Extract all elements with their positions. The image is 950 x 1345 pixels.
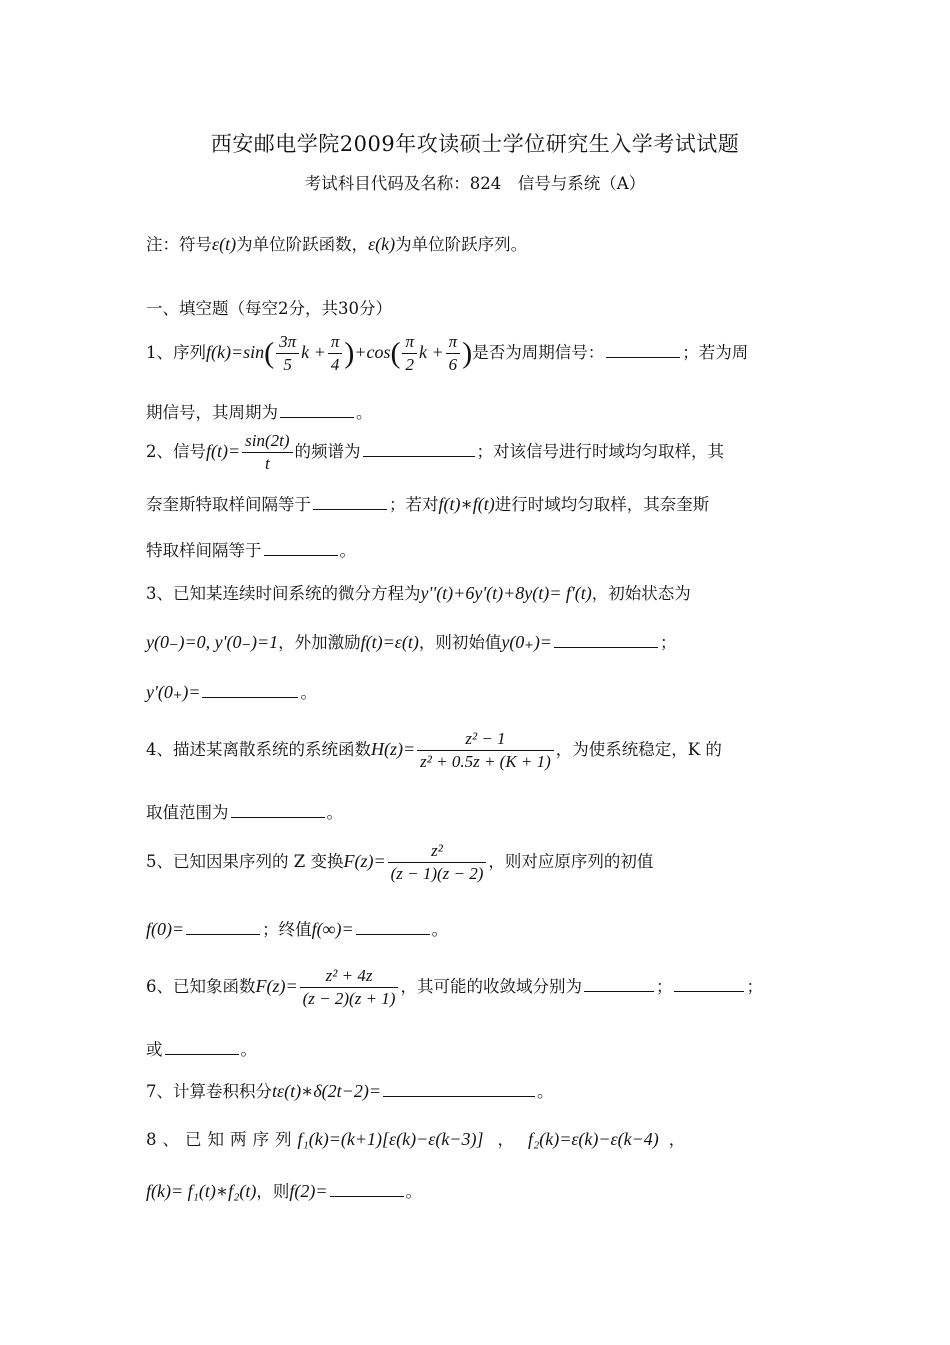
q5-frac: $\frac{\text{z²}}{(z - 1)(z - 2)}$ bbox=[388, 840, 487, 885]
q2-text1: 的频谱为 bbox=[294, 442, 361, 461]
q8-expr2: f₂(k)=ε(k)−ε(k−4) bbox=[527, 1129, 659, 1149]
q7-end: 。 bbox=[536, 1082, 554, 1101]
q4-line2-text: 取值范围为 bbox=[146, 803, 229, 822]
note-symbol-seq: ε(k) bbox=[368, 234, 396, 254]
q5-line2-expr1: f(0)= bbox=[146, 919, 185, 939]
q6-answer-blank-3[interactable] bbox=[165, 1040, 239, 1055]
q2-answer-blank-3[interactable] bbox=[264, 541, 338, 556]
q3-line2-expr2: f(t)=ε(t) bbox=[360, 632, 419, 652]
q3-prefix: 3、已知某连续时间系统的微分方程为 bbox=[146, 584, 421, 603]
q5-prefix: 5、已知因果序列的 Z 变换 bbox=[146, 852, 344, 871]
question-5-line-2 bbox=[146, 916, 448, 940]
q2-line2-text2: ；若对 bbox=[389, 495, 439, 514]
q5-answer-blank-2[interactable] bbox=[356, 920, 430, 935]
q4-frac: $\frac{\text{z² − 1}}{\text{z² + 0.5z + (K + 1)}}$ bbox=[417, 728, 554, 773]
q5-line2-expr2: f(∞)= bbox=[311, 919, 354, 939]
q5-line2-text: ；终值 bbox=[262, 920, 312, 939]
q2-line3-end: 。 bbox=[339, 541, 356, 560]
q3-line2-expr1: y(0₋)=0, y'(0₋)=1 bbox=[146, 632, 279, 652]
q8-sep: ， bbox=[497, 1130, 514, 1149]
q1-k2: k + bbox=[419, 342, 444, 362]
q4-prefix: 4、描述某离散系统的系统函数 bbox=[146, 740, 371, 759]
q3-line3-end: 。 bbox=[300, 683, 317, 702]
q2-func: f(t)= bbox=[206, 441, 241, 461]
q1-paren-close: ) bbox=[344, 336, 355, 370]
note-suffix: 为单位阶跃序列。 bbox=[395, 235, 528, 254]
q2-line2-expr: f(t)∗f(t) bbox=[438, 494, 495, 514]
q3-answer-blank-2[interactable] bbox=[202, 683, 298, 698]
q6-func: F(z)= bbox=[255, 976, 298, 996]
q3-line2-end: ； bbox=[659, 633, 677, 652]
q3-line3-expr: y'(0₊)= bbox=[146, 682, 201, 702]
exam-title: 西安邮电学院2009年攻读硕士学位研究生入学考试试题 bbox=[210, 132, 740, 156]
q4-line2-end: 。 bbox=[326, 803, 343, 822]
q6-text2: ； bbox=[655, 977, 673, 996]
q6-text3: ； bbox=[746, 977, 763, 996]
q1-answer-blank-2[interactable] bbox=[280, 403, 354, 418]
q5-line2-end: 。 bbox=[431, 920, 449, 939]
question-4-line-2 bbox=[146, 799, 343, 823]
q3-line2-text2: ，则初始值 bbox=[418, 633, 502, 652]
q8-end1: ， bbox=[668, 1130, 686, 1149]
q1-prefix: 1、序列 bbox=[146, 343, 206, 362]
q4-func: H(z)= bbox=[371, 739, 416, 759]
note-prefix: 注：符号 bbox=[146, 235, 212, 254]
q4-text1: ，为使系统稳定，K 的 bbox=[555, 740, 722, 759]
q1-plus-cos: +cos bbox=[354, 342, 391, 362]
q1-frac-pi-2: $\frac{\pi}{2}$ bbox=[402, 331, 417, 376]
note-symbol-step: ε(t) bbox=[212, 234, 237, 254]
question-3-line-1 bbox=[146, 580, 691, 604]
q2-line3-text: 特取样间隔等于 bbox=[146, 541, 262, 560]
q6-prefix: 6、已知象函数 bbox=[146, 977, 256, 996]
q3-expr: y''(t)+6y'(t)+8y(t)= f'(t) bbox=[420, 583, 592, 603]
question-5-line-1 bbox=[146, 840, 653, 885]
q1-func: f(k)=sin bbox=[206, 342, 265, 362]
q5-text1: ，则对应原序列的初值 bbox=[488, 852, 654, 871]
q1-answer-blank-1[interactable] bbox=[606, 343, 680, 358]
q1-paren-open: ( bbox=[264, 336, 275, 370]
q1-line2-end: 。 bbox=[356, 403, 373, 422]
q6-line2-text: 或 bbox=[146, 1040, 163, 1059]
q2-answer-blank-2[interactable] bbox=[313, 495, 387, 510]
q1-frac-3pi-5: $\frac{3\pi}{5}$ bbox=[276, 331, 299, 376]
q5-answer-blank-1[interactable] bbox=[186, 920, 260, 935]
question-2-line-2 bbox=[146, 491, 709, 515]
q1-line2-text: 期信号，其周期为 bbox=[146, 403, 278, 422]
q8-expr1: f₁(k)=(k+1)[ε(k)−ε(k−3)] bbox=[297, 1129, 484, 1149]
q8-line2-end: 。 bbox=[405, 1182, 422, 1201]
q1-frac-pi-4: $\frac{\pi}{4}$ bbox=[328, 331, 343, 376]
q6-line2-end: 。 bbox=[240, 1040, 257, 1059]
question-6-line-2 bbox=[146, 1036, 257, 1060]
q2-frac: $\frac{\sin(2t)}{t}$ bbox=[242, 430, 292, 475]
q6-answer-blank-1[interactable] bbox=[584, 977, 654, 992]
question-1-line-1 bbox=[146, 331, 748, 376]
question-7 bbox=[146, 1078, 553, 1102]
q1-k1: k + bbox=[301, 342, 326, 362]
q2-line2-text1: 奈奎斯特取样间隔等于 bbox=[146, 495, 311, 514]
q3-answer-blank-1[interactable] bbox=[554, 633, 658, 648]
q2-prefix: 2、信号 bbox=[146, 442, 206, 461]
q2-text2: ；对该信号进行时域均匀取样，其 bbox=[476, 442, 725, 461]
q6-answer-blank-2[interactable] bbox=[674, 977, 744, 992]
section-heading: 一、填空题（每空2分，共30分） bbox=[146, 299, 392, 318]
q6-text1: ，其可能的收敛域分别为 bbox=[400, 977, 582, 996]
note-line bbox=[146, 231, 527, 255]
q1-paren-close-2: ) bbox=[462, 336, 473, 370]
q8-line2-expr: f(k)= f₁(t)∗f₂(t) bbox=[146, 1181, 257, 1201]
q1-text1: 是否为周期信号： bbox=[472, 343, 605, 362]
q3-line2-expr3: y(0₊)= bbox=[501, 632, 552, 652]
question-3-line-3 bbox=[146, 679, 317, 703]
q1-paren-open-2: ( bbox=[390, 336, 401, 370]
q7-answer-blank[interactable] bbox=[383, 1082, 535, 1097]
question-2-line-3 bbox=[146, 537, 356, 561]
q7-prefix: 7、计算卷积积分 bbox=[146, 1082, 272, 1101]
q2-answer-blank-1[interactable] bbox=[363, 442, 475, 457]
q7-expr: tε(t)∗δ(2t−2)= bbox=[272, 1081, 381, 1101]
q8-line2-expr2: f(2)= bbox=[289, 1181, 328, 1201]
question-4-line-1 bbox=[146, 728, 722, 773]
question-6-line-1 bbox=[146, 965, 763, 1010]
q2-line2-text3: 进行时域均匀取样，其奈奎斯 bbox=[494, 495, 710, 514]
q1-text2: ；若为周 bbox=[682, 343, 749, 362]
q3-text1: ，初始状态为 bbox=[591, 584, 691, 603]
note-mid: 为单位阶跃函数， bbox=[236, 235, 369, 254]
q1-frac-pi-6: $\frac{\pi}{6}$ bbox=[446, 331, 461, 376]
q6-frac: $\frac{\text{z² + 4z}}{(z - 2)(z + 1)}$ bbox=[300, 965, 399, 1010]
q3-line2-text1: ，外加激励 bbox=[278, 633, 361, 652]
q8-prefix: 8、已知两序列 bbox=[146, 1130, 298, 1149]
question-8-line-1 bbox=[146, 1126, 685, 1150]
exam-subtitle: 考试科目代码及名称：824 信号与系统（A） bbox=[304, 174, 646, 193]
question-8-line-2 bbox=[146, 1178, 422, 1202]
question-3-line-2 bbox=[146, 629, 676, 653]
question-2-line-1 bbox=[146, 430, 724, 475]
q8-line2-text: ，则 bbox=[256, 1182, 290, 1201]
q4-answer-blank[interactable] bbox=[231, 803, 325, 818]
question-1-line-2 bbox=[146, 399, 373, 423]
q5-func: F(z)= bbox=[343, 851, 386, 871]
q8-answer-blank[interactable] bbox=[330, 1182, 404, 1197]
